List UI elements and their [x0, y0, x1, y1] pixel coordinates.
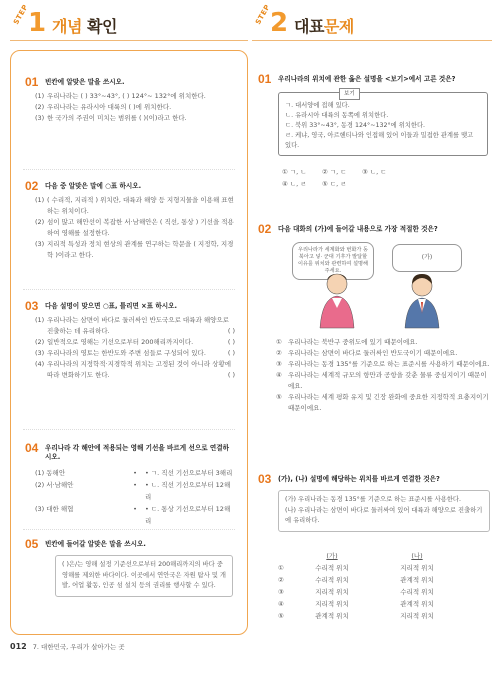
question-items: [35, 91, 235, 124]
table-header: [278, 550, 478, 562]
student-illustration: [397, 272, 447, 330]
step-title-rest: 확인: [87, 17, 117, 36]
step-tag: STEP: [12, 3, 30, 27]
connect-row[interactable]: (2) 서·남해안 • • ㄴ. 직선 기선으로부터 12해리: [35, 481, 231, 501]
item: (1) 우리나라는 삼면이 바다로 둘러싸인 반도국으로 대륙과 해양으로 진출하는 데 유리하다. ( ): [35, 316, 235, 335]
choice[interactable]: ② 우리나라는 삼면이 바다로 둘러싸인 반도국이기 때문이에요.: [276, 349, 458, 357]
question-items: [35, 315, 235, 381]
choice[interactable]: ② ㄱ, ㄷ: [322, 168, 347, 176]
step-title-highlight: 문제: [323, 17, 354, 36]
divider: [23, 169, 235, 170]
choice[interactable]: ③ ㄴ, ㄷ: [362, 168, 387, 176]
teacher-illustration: [312, 270, 362, 330]
answer-choices: [276, 337, 491, 414]
choice[interactable]: ③ 우리나라는 동경 135°를 기준으로 하는 표준시를 사용하기 때문이에요.: [276, 360, 490, 368]
connect-row[interactable]: (1) 동해안 • • ㄱ. 직선 기선으로부터 3해리: [35, 469, 233, 477]
ox-blank[interactable]: ( ): [227, 371, 235, 379]
table-row[interactable]: ② 수리적 위치 관계적 위치: [278, 576, 434, 584]
step-number: 1: [28, 8, 47, 38]
bogi-item: ㄹ. 케냐, 영국, 아르헨티나와 인접해 있어 이들과 밀접한 관계를 맺고 있다.: [285, 132, 474, 149]
choice[interactable]: ① ㄱ, ㄴ: [282, 168, 307, 176]
divider: [23, 429, 235, 430]
fill-in-box: ( )은/는 영해 설정 기준선으로부터 200해리까지의 바다 중 영해를 제외한 바다이다. 이곳에서 연안국은 자원 탐사 및 개발, 어업 활동, 인공 섬 설치 등의 권리를 행사할 수 있다.: [55, 555, 233, 597]
representative-problems-column: [252, 0, 492, 620]
question-number: 02: [258, 222, 272, 236]
bogi-box: [278, 92, 488, 156]
concept-box: [10, 50, 248, 635]
question-text: 빈칸에 알맞은 말을 쓰시오.: [45, 78, 125, 86]
statement: (가) 우리나라는 동경 135°를 기준으로 하는 표준시를 사용한다.: [285, 496, 461, 503]
ox-blank[interactable]: ( ): [227, 338, 235, 346]
question-number: 03: [258, 472, 272, 486]
choice[interactable]: ① 우리나라는 북반구 중위도에 있기 때문이에요.: [276, 338, 418, 346]
connect-row[interactable]: (3) 대한 해협 • • ㄷ. 통상 기선으로부터 12해리: [35, 505, 231, 525]
question-text: 다음 설명이 맞으면 ○표, 틀리면 ×표 하시오.: [45, 302, 177, 310]
connect-rows: [35, 467, 235, 527]
item: (2) 일반적으로 영해는 기선으로부터 200해리까지이다. ( ): [35, 338, 235, 346]
item: (2) 섬이 많고 해안선이 복잡한 서·남해안은 ( 직선, 통상 ) 기선을 적용하여 영해를 설정한다.: [35, 218, 234, 237]
header-rule: [252, 40, 492, 41]
step-title-first: 대표: [294, 17, 324, 36]
choice[interactable]: ⑤ 우리나라는 세계 평화 유지 및 긴장 완화에 중요한 지정학적 요충지이기 때문이에요.: [276, 393, 489, 412]
divider: [23, 289, 235, 290]
bogi-item: ㄷ. 북위 33°~43°, 동경 124°~132°에 위치한다.: [285, 122, 426, 129]
column-header: (나): [411, 552, 423, 560]
speech-bubble-right: (가): [392, 244, 462, 272]
question-text: (가), (나) 설명에 해당하는 위치를 바르게 연결한 것은?: [278, 475, 440, 483]
step-tag: STEP: [254, 3, 272, 27]
table-row[interactable]: ③ 지리적 위치 수리적 위치: [278, 588, 434, 596]
bogi-item: ㄱ. 대서양에 접해 있다.: [285, 102, 350, 109]
bogi-item: ㄴ. 유라시아 대륙의 동쪽에 위치한다.: [285, 112, 389, 119]
question-text: 우리나라 각 해안에 적용되는 영해 기선을 바르게 선으로 연결하시오.: [45, 444, 229, 461]
question-number: 02: [25, 179, 39, 193]
item: (4) 우리나라의 지정학적·지경학적 위치는 고정된 것이 아니라 상황에 따라 변화하기도 한다. ( ): [35, 360, 235, 379]
question-items: [35, 195, 235, 261]
question-text: 빈칸에 들어갈 알맞은 말을 쓰시오.: [45, 540, 146, 548]
speech-bubble-left: 우리나라가 세계화와 번화가 동북아고 넣· 군대 기후가 발달할 이유를 위치와 관련하여 설명해 주세요.: [292, 242, 374, 280]
step-title-highlight: 개념: [52, 17, 82, 36]
page-footer: [10, 642, 125, 651]
question-number: 04: [25, 441, 39, 455]
ox-blank[interactable]: ( ): [227, 349, 235, 357]
statement-box: [278, 490, 490, 532]
answer-table: [278, 550, 478, 622]
question-number: 01: [258, 72, 272, 86]
choice[interactable]: ④ ㄴ, ㄹ: [282, 180, 307, 188]
divider: [23, 529, 235, 530]
question-text: 우리나라의 위치에 관한 옳은 설명을 <보기>에서 고른 것은?: [278, 75, 456, 83]
answer-choices: [282, 166, 482, 190]
choice[interactable]: ⑤ ㄷ, ㄹ: [322, 180, 347, 188]
item: (3) 한 국가의 주권이 미치는 범위를 ( )(이)라고 한다.: [35, 114, 187, 122]
question-text: 다음 중 알맞은 말에 ○표 하시오.: [45, 182, 142, 190]
concept-check-column: [10, 0, 248, 651]
column-header: (가): [326, 552, 338, 560]
page-number: 012: [10, 642, 27, 651]
chapter-title: 7. 대한민국, 우리가 살아가는 곳: [32, 643, 125, 651]
item: (3) 우리나라의 영토는 한반도와 주변 섬들로 구성되어 있다. ( ): [35, 349, 235, 357]
table-row[interactable]: ⑤ 관계적 위치 지리적 위치: [278, 612, 434, 620]
choice[interactable]: ④ 우리나라는 세계적 규모의 항만과 공항을 갖춘 물류 중심지이기 때문이에요.: [276, 371, 487, 390]
ox-blank[interactable]: ( ): [227, 327, 235, 335]
question-text: 다음 대화의 (가)에 들어갈 내용으로 가장 적절한 것은?: [278, 225, 438, 233]
question-number: 01: [25, 75, 39, 89]
item: (1) 우리나라는 ( ) 33°~43°, ( ) 124°~ 132°에 위치한다.: [35, 92, 206, 100]
step-number: 2: [270, 8, 289, 38]
question-number: 03: [25, 299, 39, 313]
table-row[interactable]: ④ 지리적 위치 관계적 위치: [278, 600, 434, 608]
step1-header: [10, 0, 248, 44]
header-rule: [10, 40, 248, 41]
step-title: [52, 14, 117, 37]
statement: (나) 우리나라는 삼면이 바다로 둘러싸여 있어 대륙과 해양으로 진출하기에 유리하다.: [285, 506, 483, 524]
item: (3) 지리적 특성과 정치 현상의 관계를 연구하는 학문을 ( 지정학, 지경학 )이라고 한다.: [35, 240, 234, 259]
table-row[interactable]: ① 수리적 위치 지리적 위치: [278, 564, 434, 572]
bogi-label: 보기: [339, 88, 360, 100]
step-title: [294, 14, 354, 37]
item: (1) ( 수리적, 지리적 ) 위치란, 대륙과 해양 등 지형지물을 이용해 표현하는 위치이다.: [35, 196, 234, 215]
item: (2) 우리나라는 유라시아 대륙의 ( )에 위치한다.: [35, 103, 172, 111]
question-number: 05: [25, 537, 39, 551]
step2-header: [252, 0, 492, 44]
